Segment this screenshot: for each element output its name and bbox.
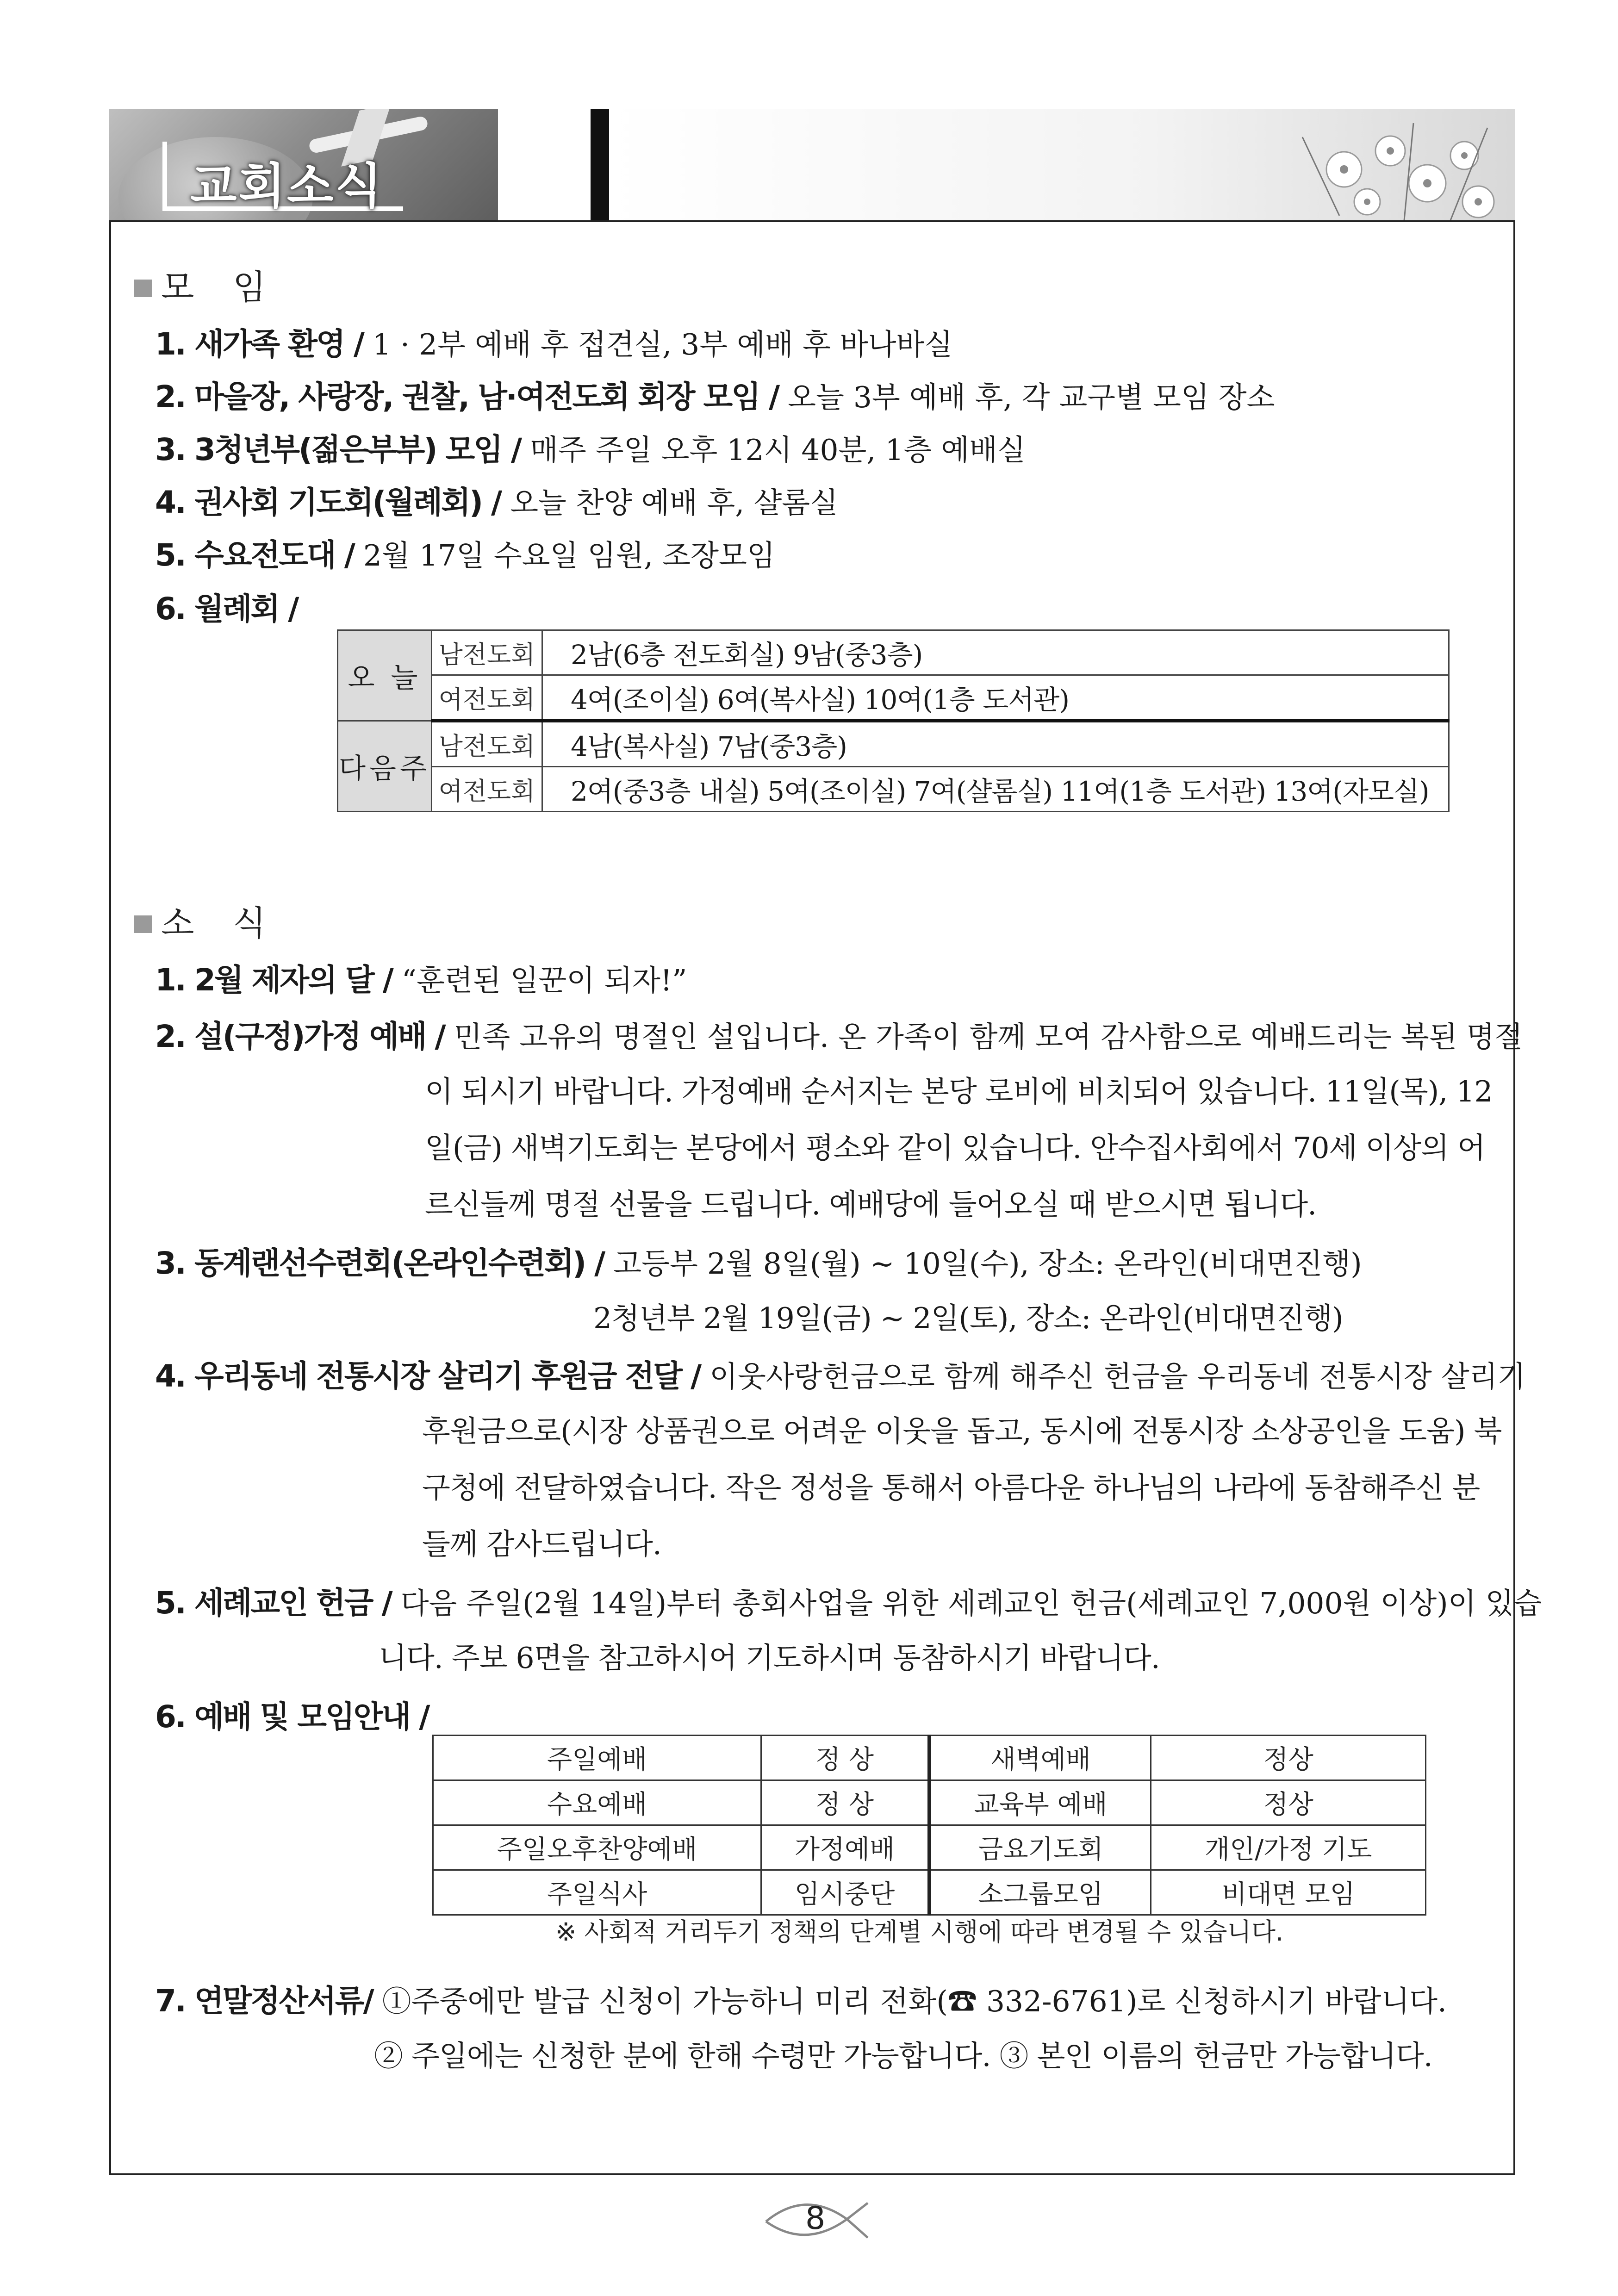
- meeting-item-2: 2. 마을장, 사랑장, 권찰, 남·여전도회 회장 모임 / 오늘 3부 예배 후, 각 교구별 모임 장소: [155, 379, 1275, 415]
- table-cell: 정상: [1151, 1780, 1426, 1825]
- table-note: ※ 사회적 거리두기 정책의 단계별 시행에 따라 변경될 수 있습니다.: [555, 1917, 1284, 1947]
- news-item-2-line: 일(금) 새벽기도회는 본당에서 평소와 같이 있습니다. 안수집사회에서 70세 이상의 어: [425, 1131, 1485, 1165]
- category-cell: 남전도회: [432, 721, 542, 767]
- table-cell: 정 상: [761, 1780, 929, 1825]
- page-number: 8: [754, 2184, 875, 2249]
- section-title: 교회소식: [190, 158, 384, 214]
- category-cell: 남전도회: [432, 630, 542, 675]
- group-today: 오 늘: [338, 630, 432, 721]
- news-item-4-line: 후원금으로(시장 상품권으로 어려운 이웃을 돕고, 동시에 전통시장 소상공인을 도움) 북: [422, 1414, 1502, 1448]
- meeting-item-6: 6. 월례회 /: [155, 591, 298, 627]
- news-heading: 소 식: [134, 896, 280, 945]
- news-item-2: 2. 설(구정)가정 예배 / 민족 고유의 명절인 설입니다. 온 가족이 함께 모여 감사함으로 예배드리는 복된 명절: [155, 1019, 1523, 1054]
- table-cell: 정 상: [761, 1736, 929, 1780]
- banner-photo: [109, 109, 498, 220]
- news-item-3-line: 2청년부 2월 19일(금) ~ 2일(토), 장소: 온라인(비대면진행): [593, 1301, 1343, 1335]
- section-title-frame: [162, 142, 403, 214]
- table-cell: 교육부 예배: [929, 1780, 1151, 1825]
- square-bullet-icon: [134, 280, 152, 297]
- table-row: [433, 1870, 1426, 1915]
- category-cell: 여전도회: [432, 675, 542, 721]
- square-bullet-icon: [134, 915, 152, 933]
- table-row: [433, 1780, 1426, 1825]
- news-item-5-line: 니다. 주보 6면을 참고하시어 기도하시며 동참하시기 바랍니다.: [379, 1641, 1160, 1675]
- value-cell: 2남(6층 전도회실) 9남(중3층): [542, 630, 1449, 675]
- table-row: [433, 1736, 1426, 1780]
- news-frame: [109, 220, 1542, 2175]
- value-cell: 2여(중3층 내실) 5여(조이실) 7여(샬롬실) 11여(1층 도서관) 13여(자모실): [542, 767, 1449, 812]
- table-cell: 새벽예배: [929, 1736, 1151, 1780]
- news-item-7-line: ② 주일에는 신청한 분에 한해 수령만 가능합니다. ③ 본인 이름의 헌금만 가능합니다.: [374, 2039, 1432, 2073]
- news-item-6: 6. 예배 및 모임안내 /: [155, 1699, 429, 1735]
- table-cell: 정상: [1151, 1736, 1426, 1780]
- news-item-7: 7. 연말정산서류/ ①주중에만 발급 신청이 가능하니 미리 전화(☎ 332-6761)로 신청하시기 바랍니다.: [155, 1983, 1447, 2019]
- table-cell: 소그룹모임: [929, 1870, 1151, 1915]
- table-row: [338, 721, 1449, 767]
- group-next-week: 다음주: [338, 721, 432, 812]
- table-cell: 주일식사: [433, 1870, 761, 1915]
- table-row: [338, 767, 1449, 812]
- value-cell: 4남(복사실) 7남(중3층): [542, 721, 1449, 767]
- table-cell: 수요예배: [433, 1780, 761, 1825]
- category-cell: 여전도회: [432, 767, 542, 812]
- meeting-item-4: 4. 권사회 기도회(월례회) / 오늘 찬양 예배 후, 샬롬실: [155, 485, 838, 520]
- table-row: [433, 1825, 1426, 1870]
- table-row: [338, 630, 1449, 675]
- news-item-4: 4. 우리동네 전통시장 살리기 후원금 전달 / 이웃사랑헌금으로 함께 해주신 헌금을 우리동네 전통시장 살리기: [155, 1358, 1526, 1394]
- worship-schedule-table: [432, 1735, 1426, 1916]
- meeting-item-3: 3. 3청년부(젊은부부) 모임 / 매주 주일 오후 12시 40분, 1층 예배실: [155, 432, 1026, 467]
- news-item-2-line: 이 되시기 바랍니다. 가정예배 순서지는 본당 로비에 비치되어 있습니다. 11일(목), 12: [425, 1075, 1493, 1108]
- table-cell: 비대면 모임: [1151, 1870, 1426, 1915]
- value-cell: 4여(조이실) 6여(복사실) 10여(1층 도서관): [542, 675, 1449, 721]
- news-item-4-line: 구청에 전달하였습니다. 작은 정성을 통해서 아름다운 하나님의 나라에 동참해주신 분: [422, 1471, 1480, 1505]
- table-cell: 가정예배: [761, 1825, 929, 1870]
- news-item-5: 5. 세례교인 헌금 / 다음 주일(2월 14일)부터 총회사업을 위한 세례교인 헌금(세례교인 7,000원 이상)이 있습: [155, 1585, 1542, 1621]
- flower-icon: [1275, 118, 1497, 220]
- table-cell: 주일오후찬양예배: [433, 1825, 761, 1870]
- table-cell: 개인/가정 기도: [1151, 1825, 1426, 1870]
- news-item-1: 1. 2월 제자의 달 / “훈련된 일꾼이 되자!”: [155, 962, 687, 998]
- header-banner: [109, 109, 1515, 220]
- meeting-item-5: 5. 수요전도대 / 2월 17일 수요일 임원, 조장모임: [155, 537, 775, 573]
- news-item-2-line: 르신들께 명절 선물을 드립니다. 예배당에 들어오실 때 받으시면 됩니다.: [425, 1188, 1317, 1221]
- table-row: [338, 675, 1449, 721]
- news-item-3: 3. 동계랜선수련회(온라인수련회) / 고등부 2월 8일(월) ~ 10일(수), 장소: 온라인(비대면진행): [155, 1245, 1362, 1281]
- table-cell: 주일예배: [433, 1736, 761, 1780]
- monthly-meeting-table: [337, 629, 1450, 812]
- news-item-4-line: 들께 감사드립니다.: [422, 1527, 661, 1561]
- table-cell: 임시중단: [761, 1870, 929, 1915]
- banner-decoration: [609, 109, 1515, 220]
- table-cell: 금요기도회: [929, 1825, 1151, 1870]
- banner-divider: [591, 109, 609, 220]
- meeting-item-1: 1. 새가족 환영 / 1 · 2부 예배 후 접견실, 3부 예배 후 바나바실: [155, 326, 953, 362]
- meetings-heading: 모 임: [134, 260, 280, 309]
